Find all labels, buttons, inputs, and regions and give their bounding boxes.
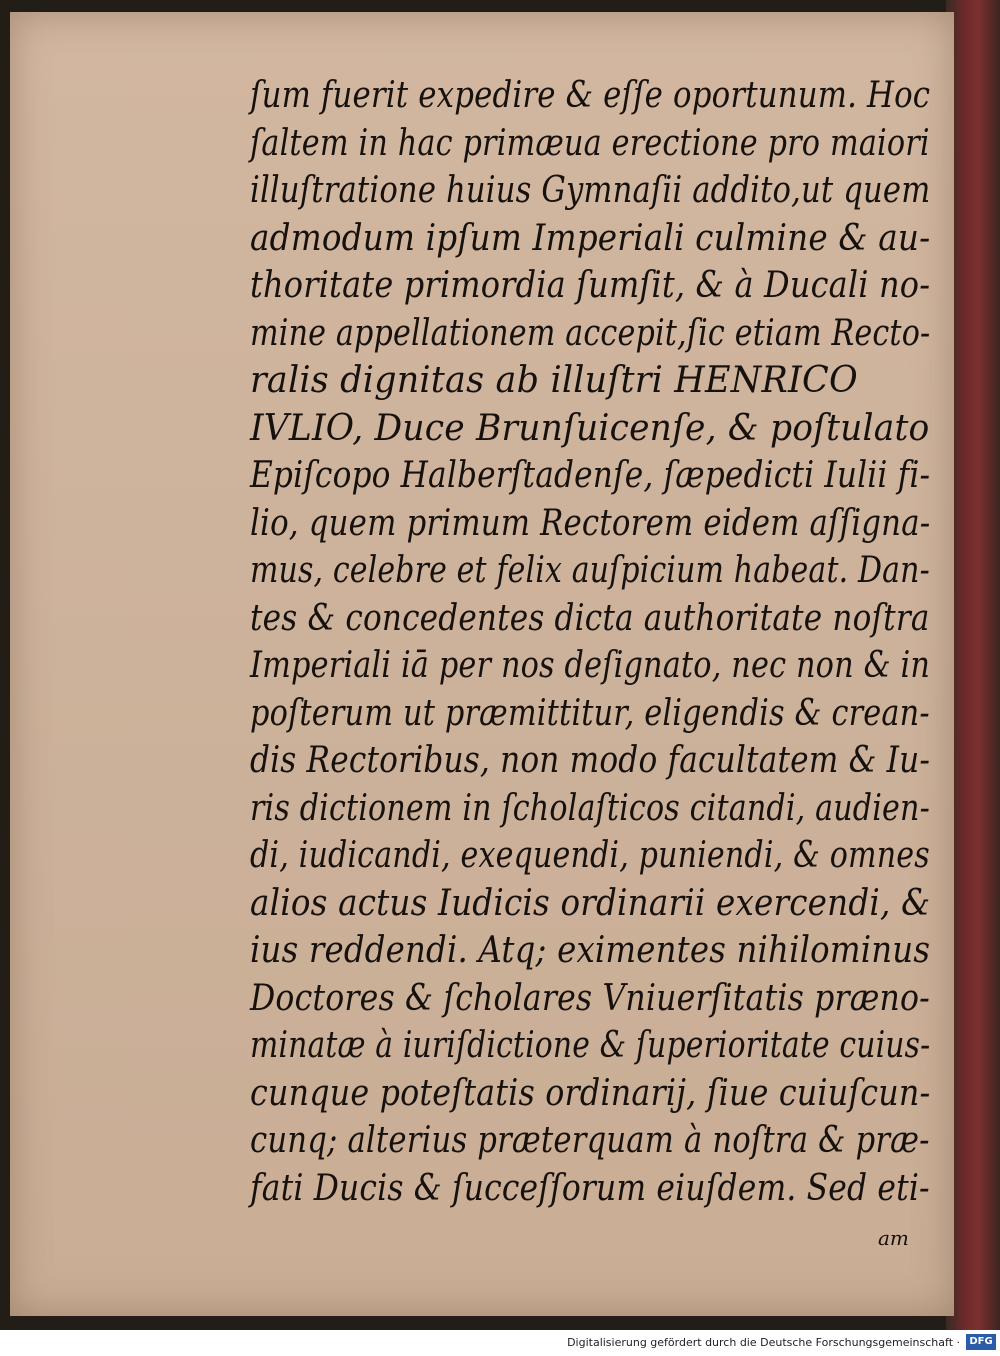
- text-line: IVLIO, Duce Brunſuicenſe, & poſtulato: [250, 407, 930, 449]
- footer-bar: [0, 1330, 1000, 1356]
- text-line: Epiſcopo Halberſtadenſe, ſæpedicti Iulii fi-: [250, 455, 931, 496]
- page-text-block: [250, 72, 950, 1212]
- text-line: lio, quem primum Rectorem eidem aſſigna-: [250, 502, 931, 544]
- text-line: tes & concedentes dicta authoritate noſtra: [250, 597, 930, 639]
- text-line: cunque poteſtatis ordinarij, ſiue cuiuſcun-: [250, 1072, 931, 1114]
- text-line: Doctores & ſcholares Vniuerſitatis præno-: [250, 977, 930, 1019]
- text-line: mine appellationem accepit,ſic etiam Recto-: [250, 312, 931, 354]
- text-line: ſaltem in hac primæua erectione pro maiori: [250, 122, 930, 164]
- text-line: admodum ipſum Imperiali culmine & au-: [250, 217, 931, 259]
- text-line: minatæ à iuriſdictione & ſuperioritate cuius-: [250, 1025, 931, 1066]
- text-line: di, iudicandi, exequendi, puniendi, & omnes: [250, 835, 930, 876]
- catchword: am: [878, 1226, 909, 1250]
- text-line: ris dictionem in ſcholaſticos citandi, audien-: [250, 787, 930, 829]
- text-line: fati Ducis & ſucceſſorum eiuſdem. Sed eti-: [250, 1167, 930, 1209]
- text-line: thoritate primordia ſumſit, & à Ducali no-: [250, 265, 931, 306]
- text-line: illuſtratione huius Gymnaſii addito,ut quem: [250, 170, 931, 211]
- text-line: mus, celebre et felix auſpicium habeat. Dan-: [250, 550, 930, 591]
- dfg-logo-icon: DFG: [966, 1334, 996, 1350]
- text-line: poſterum ut præmittitur, eligendis & crean-: [250, 692, 930, 734]
- text-line: Imperiali iā per nos deſignato, nec non & in: [250, 645, 931, 686]
- text-line: alios actus Iudicis ordinarii exercendi, &: [250, 882, 931, 924]
- text-line: cunq; alterius præterquam à noſtra & præ-: [250, 1120, 930, 1161]
- footer-credit: Digitalisierung gefördert durch die Deutsche Forschungsgemeinschaft ·: [567, 1336, 960, 1349]
- text-line: dis Rectoribus, non modo facultatem & Iu-: [250, 740, 931, 781]
- text-line: ſum fuerit expedire & eſſe oportunum. Hoc: [250, 75, 931, 116]
- book-page: [10, 12, 954, 1316]
- book-binding-edge: [946, 0, 1000, 1330]
- text-line: ralis dignitas ab illuſtri HENRICO: [250, 360, 858, 401]
- text-line: ius reddendi. Atq; eximentes nihilominus: [250, 930, 931, 971]
